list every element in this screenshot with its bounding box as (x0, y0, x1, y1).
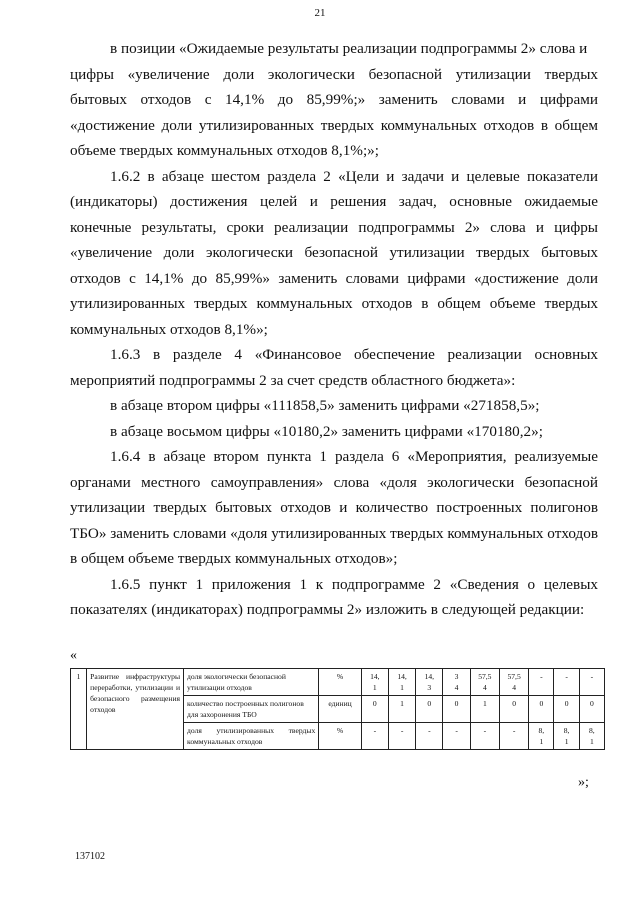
value-cell: 14, 1 (388, 669, 415, 696)
value-cell: 0 (529, 696, 554, 723)
value-cell: 3 4 (443, 669, 470, 696)
opening-quote: « (70, 648, 77, 663)
paragraph: 1.6.3 в разделе 4 «Финансовое обеспечение реализации основных мероприятий подпрограммы 2 за счет средств областного бюджета»: (70, 346, 598, 389)
value-cell: - (470, 723, 499, 750)
value-cell: 1 (470, 696, 499, 723)
paragraph: 1.6.2 в абзаце шестом раздела 2 «Цели и задачи и целевые показатели (индикаторы) достижения целей и решения задач, основные ожидаемые конечные результаты, сроки реализации подпрограммы 2» слова и цифры «увеличение доли экологически безопасной утилизации твердых бытовых отходов с 14,1% до 85,99%» заменить словами цифрами «достижение доли утилизированных твердых коммунальных отходов в общем объеме твердых коммунальных отходов 8,1%»; (70, 167, 598, 338)
row-number-cell: 1 (71, 669, 87, 750)
value-cell: 14, 3 (416, 669, 443, 696)
value-cell: 1 (388, 696, 415, 723)
value-cell: 8, 1 (554, 723, 579, 750)
paragraph: цифры «увеличение доли экологически безопасной утилизации твердых бытовых отходов с 14,1% до 85,99%;» заменить словами и цифрами «достижение доли утилизированных твердых коммунальных отходов в общем объеме твердых коммунальных отходов 8,1%;»; (70, 65, 598, 159)
value-cell: - (499, 723, 528, 750)
paragraph: 1.6.5 пункт 1 приложения 1 к подпрограмме 2 «Сведения о целевых показателях (индикаторах) подпрограммы 2» изложить в следующей редакции: (70, 575, 598, 618)
footer-code: 137102 (75, 851, 105, 862)
page-number: 21 (314, 7, 326, 19)
paragraph: в абзаце втором цифры «111858,5» заменить цифрами «271858,5»; (110, 397, 540, 414)
document-body (70, 36, 598, 623)
value-cell: - (361, 723, 388, 750)
unit-cell: % (319, 723, 361, 750)
indicator-cell: количество построенных полигонов для захоронения ТБО (184, 696, 319, 723)
paragraph: в позиции «Ожидаемые результаты реализации подпрограммы 2» слова и (110, 40, 588, 57)
value-cell: 0 (416, 696, 443, 723)
value-cell: 57,5 4 (470, 669, 499, 696)
closing-quote: »; (578, 775, 589, 790)
value-cell: 8, 1 (579, 723, 604, 750)
value-cell: 0 (361, 696, 388, 723)
value-cell: 0 (554, 696, 579, 723)
unit-cell: % (319, 669, 361, 696)
value-cell: - (416, 723, 443, 750)
value-cell: 14, 1 (361, 669, 388, 696)
value-cell: - (443, 723, 470, 750)
value-cell: - (554, 669, 579, 696)
unit-cell: единиц (319, 696, 361, 723)
value-cell: 0 (499, 696, 528, 723)
value-cell: 57,5 4 (499, 669, 528, 696)
indicators-table (70, 668, 605, 750)
value-cell: - (529, 669, 554, 696)
activity-cell: Развитие инфраструктуры переработки, утилизации и безопасного размещения отходов (87, 669, 184, 750)
value-cell: 0 (579, 696, 604, 723)
value-cell: - (579, 669, 604, 696)
value-cell: - (388, 723, 415, 750)
indicator-cell: доля экологически безопасной утилизации отходов (184, 669, 319, 696)
paragraph: в абзаце восьмом цифры «10180,2» заменить цифрами «170180,2»; (110, 422, 543, 440)
value-cell: 8, 1 (529, 723, 554, 750)
indicator-cell: доля утилизированных твердых коммунальных отходов (184, 723, 319, 750)
paragraph: 1.6.4 в абзаце втором пункта 1 раздела 6 «Мероприятия, реализуемые органами местного самоуправления» слова «доля экологически безопасной утилизации твердых бытовых отходов и количество построенных полигонов ТБО» заменить словами «доля утилизированных твердых коммунальных отходов в общем объеме твердых коммунальных отходов»; (70, 448, 598, 567)
value-cell: 0 (443, 696, 470, 723)
table-row (71, 669, 605, 696)
